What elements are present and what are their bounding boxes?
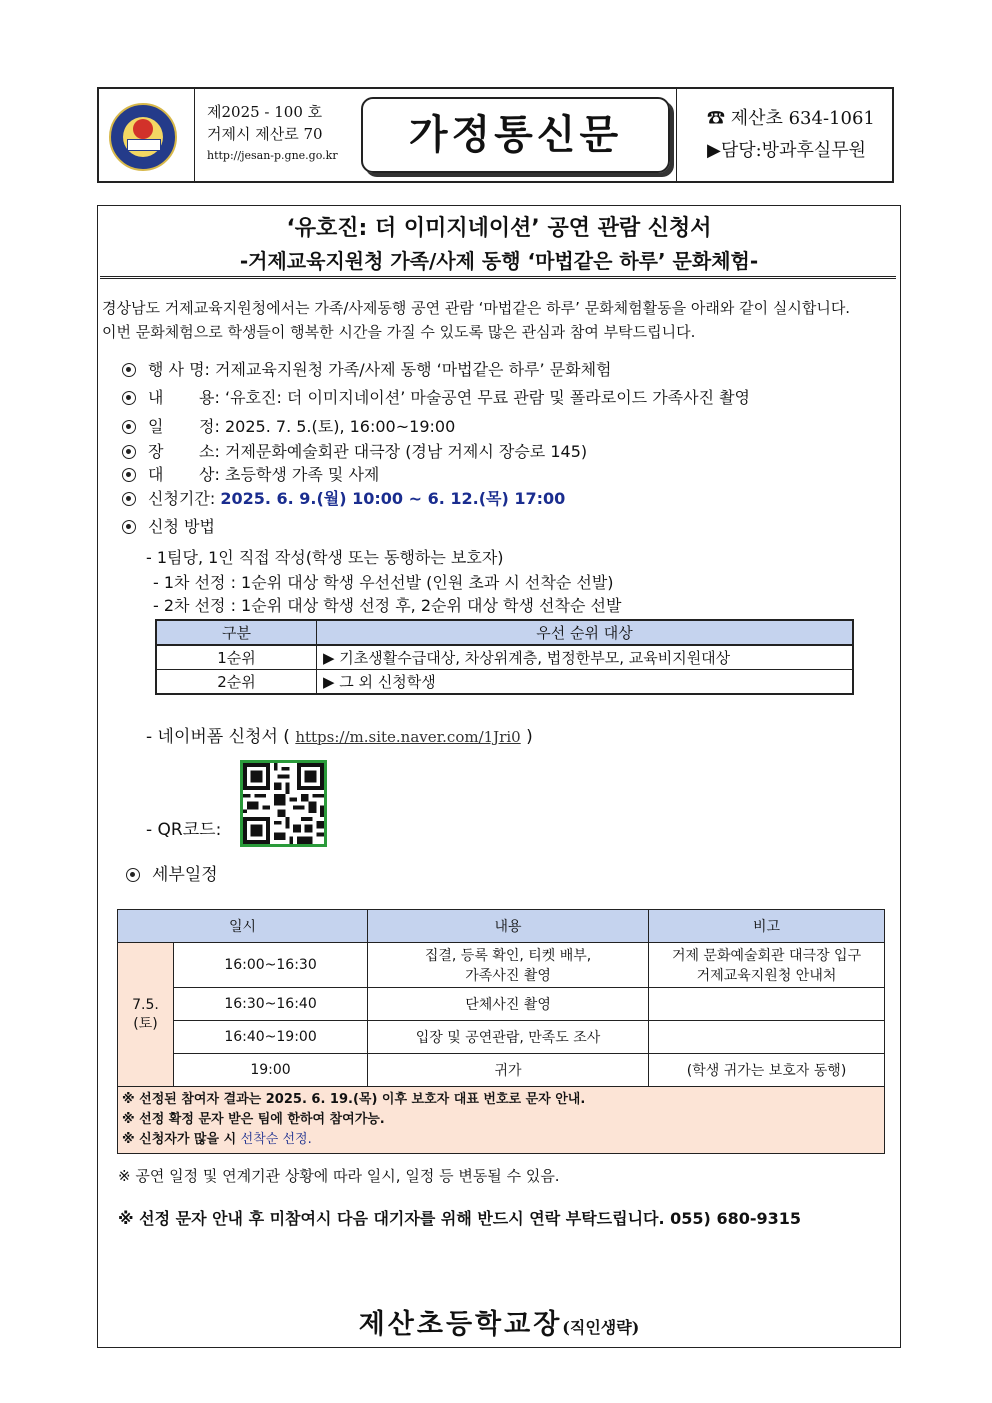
method-line-1: - 1팀당, 1인 직접 작성(학생 또는 동행하는 보호자) <box>146 548 504 567</box>
qr-code-icon[interactable] <box>240 760 327 847</box>
bullet-icon <box>122 420 136 434</box>
priority-table <box>155 619 854 695</box>
bullet-icon <box>122 391 136 405</box>
letterhead <box>97 87 894 183</box>
priority-target: ▶ 그 외 신청학생 <box>317 670 854 695</box>
schedule-content: 귀가 <box>368 1054 649 1087</box>
qr-label: - QR코드: <box>146 820 222 840</box>
detail-target: 대 상: 초등학생 가족 및 사제 <box>122 463 379 487</box>
table-header: 내용 <box>368 910 649 943</box>
schedule-time: 16:30~16:40 <box>174 988 368 1021</box>
note-line: ※ 신청자가 많을 시 선착순 선정. <box>122 1132 312 1147</box>
note-line: ※ 선정 확정 문자 받은 팀에 한하여 참여가능. <box>122 1112 385 1127</box>
school-url[interactable]: http://jesan-p.gne.go.kr <box>207 149 338 162</box>
method-line-3: - 2차 선정 : 1순위 대상 학생 선정 후, 2순위 대상 학생 선착순 선발 <box>153 596 622 615</box>
bullet-icon <box>122 445 136 459</box>
footer-contact-notice: ※ 선정 문자 안내 후 미참여시 다음 대기자를 위해 반드시 연락 부탁드립니다. 055) 680-9315 <box>118 1209 802 1228</box>
bullet-icon <box>122 520 136 534</box>
detail-event-name: 행 사 명: 거제교육지원청 가족/사제 동행 ‘마법같은 하루’ 문화체험 <box>122 358 612 382</box>
table-row <box>118 1021 885 1054</box>
contact-info <box>707 103 875 167</box>
schedule-note: (학생 귀가는 보호자 동행) <box>649 1054 885 1087</box>
contact-person: ▶담당:방과후실무원 <box>707 140 867 161</box>
sub-title: -거제교육지원청 가족/사제 동행 ‘마법같은 하루’ 문화체험- <box>239 249 759 273</box>
schedule-note <box>649 1021 885 1054</box>
table-row <box>156 645 853 670</box>
table-header: 일시 <box>118 910 368 943</box>
method-heading: 신청 방법 <box>122 515 215 539</box>
intro-line-1: 경상남도 거제교육지원청에서는 가족/사제동행 공연 관람 ‘마법같은 하루’ 문화체험활동을 아래와 같이 실시합니다. <box>102 299 851 317</box>
schedule-notes <box>118 1087 885 1154</box>
table-row <box>156 670 853 695</box>
bullet-icon <box>122 492 136 506</box>
schedule-content: 입장 및 공연관람, 만족도 조사 <box>368 1021 649 1054</box>
priority-rank: 1순위 <box>156 645 317 670</box>
method-line-2: - 1차 선정 : 1순위 대상 학생 우선선발 (인원 초과 시 선착순 선발) <box>153 573 614 592</box>
detail-content: 내 용: ‘유호진: 더 이미지네이션’ 마술공연 무료 관람 및 폴라로이드 가족사진 촬영 <box>122 386 750 410</box>
note-line: ※ 선정된 참여자 결과는 2025. 6. 19.(목) 이후 보호자 대표 번호로 문자 안내. <box>122 1092 586 1107</box>
form-link-line: - 네이버폼 신청서 ( https://m.site.naver.com/1Jri0 ) <box>146 727 533 747</box>
table-row <box>118 943 885 988</box>
phone-number: ☎ 제산초 634-1061 <box>707 108 875 129</box>
principal-signature: 제산초등학교장(직인생략) <box>358 1309 640 1340</box>
table-header: 우선 순위 대상 <box>317 620 854 645</box>
school-address: 거제시 제산로 70 <box>207 125 323 143</box>
schedule-time: 16:00~16:30 <box>174 943 368 988</box>
title-divider <box>100 276 896 279</box>
intro-paragraph <box>102 296 902 344</box>
detail-location: 장 소: 거제문화예술회관 대극장 (경남 거제시 장승로 145) <box>122 440 587 464</box>
schedule-note <box>649 988 885 1021</box>
footer-notice: ※ 공연 일정 및 연계기관 상황에 따라 일시, 일정 등 변동될 수 있음. <box>118 1167 560 1185</box>
doc-number: 제2025 - 100 호 <box>207 103 323 121</box>
table-row <box>118 1054 885 1087</box>
naver-form-link[interactable]: https://m.site.naver.com/1Jri0 <box>295 728 521 746</box>
document-title: 가정통신문 <box>361 97 670 173</box>
school-emblem-icon <box>109 103 177 171</box>
schedule-table <box>117 909 885 1154</box>
intro-line-2: 이번 문화체험으로 학생들이 행복한 시간을 가질 수 있도록 많은 관심과 참여 부탁드립니다. <box>102 323 696 341</box>
schedule-content: 단체사진 촬영 <box>368 988 649 1021</box>
schedule-time: 16:40~19:00 <box>174 1021 368 1054</box>
bullet-icon <box>126 868 140 882</box>
schedule-date: 7.5. (토) <box>118 943 174 1087</box>
schedule-time: 19:00 <box>174 1054 368 1087</box>
main-title: ‘유호진: 더 이미지네이션’ 공연 관람 신청서 <box>286 216 712 241</box>
schedule-content: 집결, 등록 확인, 티켓 배부, 가족사진 촬영 <box>368 943 649 988</box>
table-header: 구분 <box>156 620 317 645</box>
detail-period: 신청기간: 2025. 6. 9.(월) 10:00 ~ 6. 12.(목) 17:00 <box>122 487 565 511</box>
priority-rank: 2순위 <box>156 670 317 695</box>
bullet-icon <box>122 363 136 377</box>
schedule-heading: 세부일정 <box>126 863 218 887</box>
table-row <box>118 988 885 1021</box>
document-info <box>207 101 338 167</box>
detail-schedule: 일 정: 2025. 7. 5.(토), 16:00~19:00 <box>122 415 455 439</box>
schedule-note: 거제 문화예술회관 대극장 입구 거제교육지원청 안내처 <box>649 943 885 988</box>
bullet-icon <box>122 468 136 482</box>
priority-target: ▶ 기초생활수급대상, 차상위계층, 법정한부모, 교육비지원대상 <box>317 645 854 670</box>
table-header: 비고 <box>649 910 885 943</box>
